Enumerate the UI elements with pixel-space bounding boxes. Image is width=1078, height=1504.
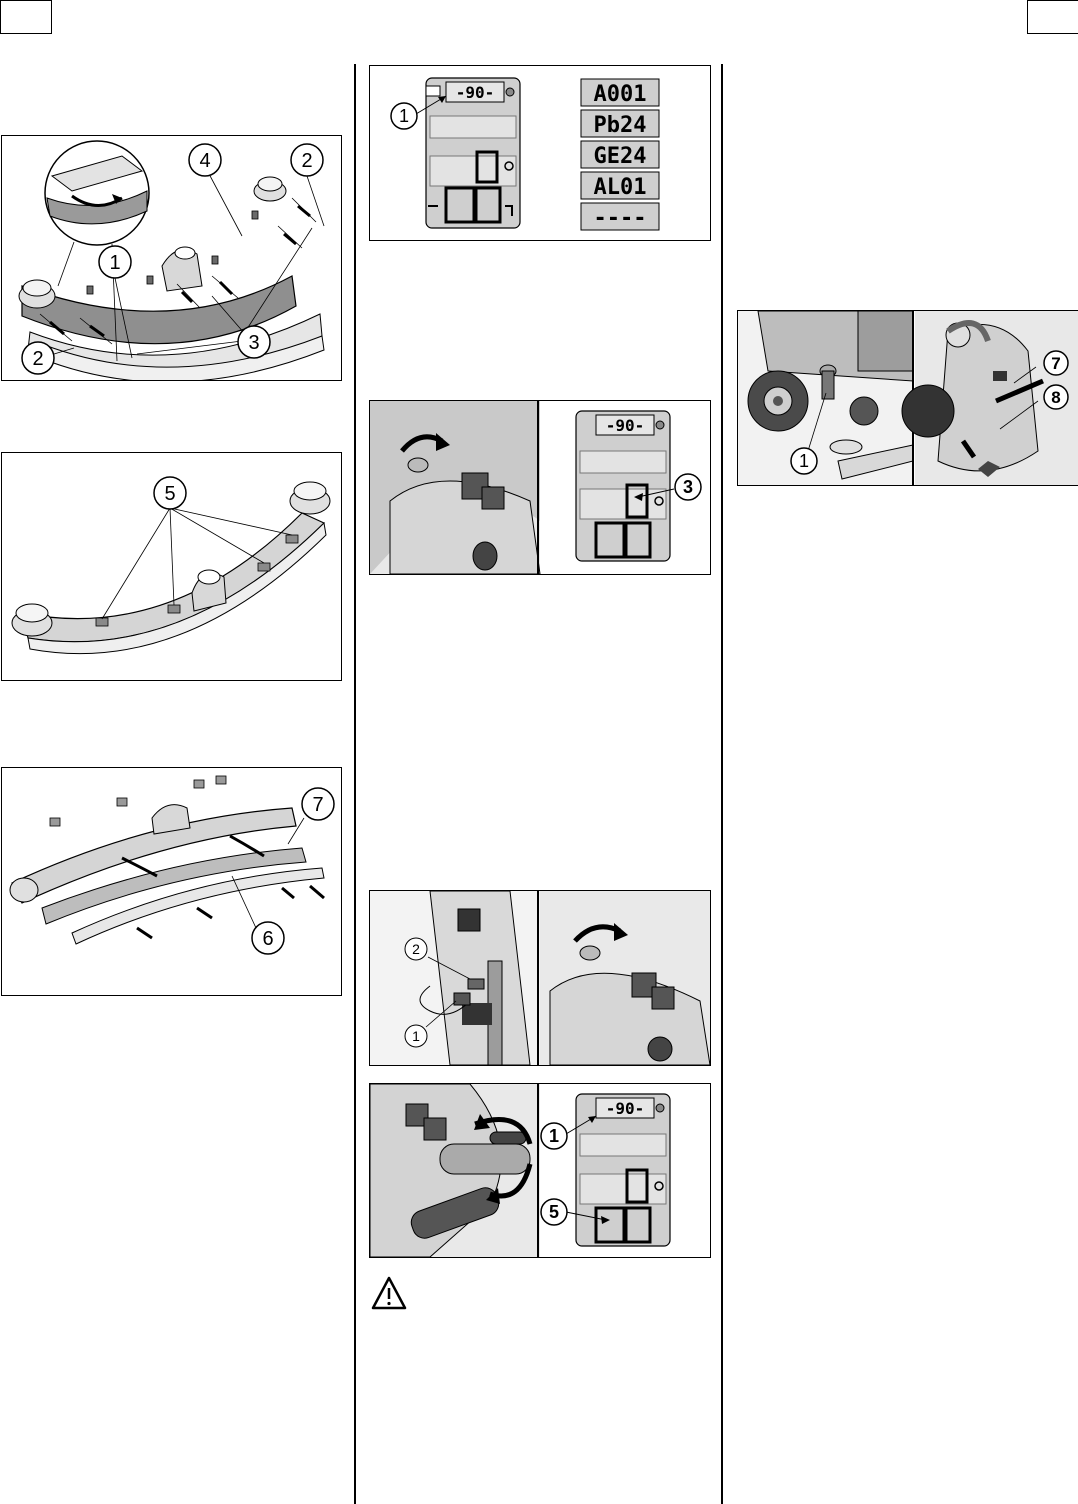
callout-label: 2 <box>301 150 313 172</box>
figure-squeegee-exploded <box>1 767 342 996</box>
column-divider-left <box>354 64 356 1504</box>
callout-label: 2 <box>412 941 420 957</box>
figure-display-codes <box>369 65 711 241</box>
callout-label: 4 <box>199 150 211 172</box>
error-code: GE24 <box>593 144 647 169</box>
callout-label: 7 <box>312 794 324 816</box>
display-value: -90- <box>605 1099 645 1118</box>
callout-label: 5 <box>548 1202 560 1222</box>
error-code: ---- <box>593 206 647 231</box>
figure-handle-display <box>369 1083 711 1258</box>
column-divider-right <box>721 64 723 1504</box>
error-code: Pb24 <box>593 113 647 138</box>
callout-label: 3 <box>248 332 260 354</box>
figure-key-switch-display <box>369 400 711 575</box>
error-code: A001 <box>593 82 647 107</box>
header-box-left <box>0 0 52 34</box>
display-value: -90- <box>605 416 645 435</box>
callout-label: 8 <box>1051 388 1061 407</box>
header-box-right <box>1027 0 1078 34</box>
callout-label: 3 <box>682 477 694 497</box>
warning-triangle-icon <box>371 1276 407 1310</box>
callout-label: 6 <box>262 928 274 950</box>
figure-squeegee-assembly <box>1 135 342 381</box>
callout-label: 1 <box>548 1126 560 1146</box>
callout-label: 1 <box>109 252 121 274</box>
warning-sign <box>371 1276 407 1310</box>
squeegee-assembly-drawing <box>2 136 341 380</box>
figure-squeegee-knobs <box>1 452 342 681</box>
callout-label: 7 <box>1051 354 1061 373</box>
figure-battery-connector <box>369 890 711 1066</box>
callout-label: 2 <box>32 348 44 370</box>
display-value: -90- <box>455 83 495 102</box>
callout-label: 1 <box>398 106 410 126</box>
error-code: AL01 <box>593 175 647 200</box>
figure-machine-rear <box>737 310 1078 486</box>
callout-label: 1 <box>798 451 810 471</box>
callout-label: 5 <box>164 483 176 505</box>
callout-label: 1 <box>412 1028 420 1044</box>
